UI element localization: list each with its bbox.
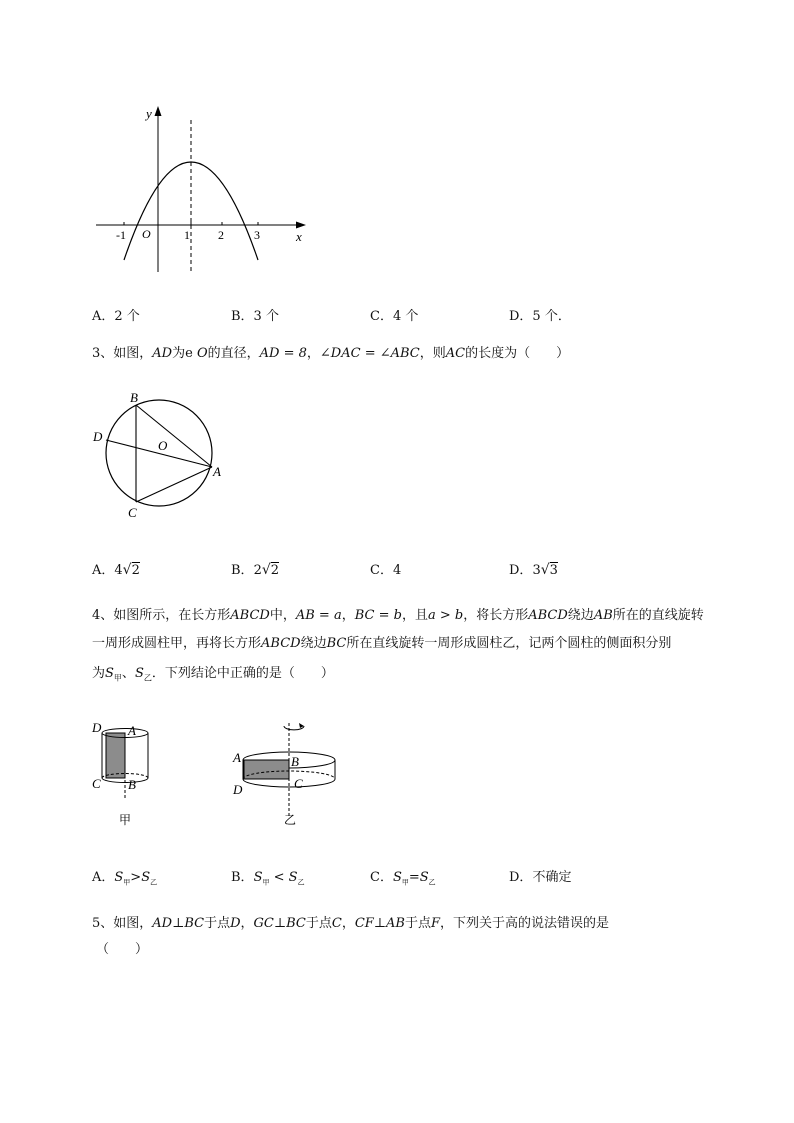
q2-option-a[interactable]: A．2 个	[92, 309, 140, 324]
q4-option-b[interactable]: B．$S_甲 < S_乙$	[231, 870, 305, 887]
q4-line-2: 一周形成圆柱甲，再将长方形ABCD绕边BC所在直线旋转一周形成圆柱乙，记两个圆柱的侧面积分别	[92, 636, 672, 651]
cylinder-yi-figure	[228, 718, 348, 830]
q3-option-b[interactable]: B．2√2	[231, 562, 280, 578]
q4-option-c[interactable]: C．$S_甲=S_乙$	[370, 870, 436, 887]
origin-label: O	[142, 227, 151, 241]
label-c: C	[92, 776, 101, 791]
caption-yi: 乙	[284, 813, 297, 827]
q4-line-1: 4、如图所示，在长方形ABCD中，AB = a，BC = b，且a > b，将长方形ABCD绕边AB所在的直线旋转	[92, 608, 704, 623]
label-a: A	[233, 750, 241, 765]
shaded-rectangle	[244, 760, 289, 779]
q4-option-d[interactable]: D．不确定	[509, 870, 572, 885]
shaded-rectangle	[106, 733, 125, 778]
label-a: A	[213, 464, 221, 479]
caption-jia: 甲	[119, 813, 132, 827]
x-label: x	[296, 229, 302, 244]
label-c: C	[294, 776, 303, 791]
q2-option-d[interactable]: D．5 个．	[509, 309, 571, 324]
label-b: B	[128, 777, 136, 792]
tick-label-3: 3	[254, 228, 260, 242]
q2-option-b[interactable]: B．3 个	[231, 309, 279, 324]
label-o: O	[158, 438, 168, 453]
q2-option-c[interactable]: C．4 个	[370, 309, 419, 324]
cylinder-jia-figure	[88, 718, 158, 830]
q3-option-c[interactable]: C．4	[370, 563, 402, 578]
q3-question: 3、如图，AD为e O的直径，AD = 8，∠DAC = ∠ABC，则AC的长度为（ ）	[92, 346, 570, 361]
q5-question: 5、如图，AD⊥BC于点D，GC⊥BC于点C，CF⊥AB于点F，下列关于高的说法错误的是	[92, 916, 610, 931]
q3-option-a[interactable]: A．4√2	[92, 562, 140, 578]
q5-answer-blank: （ ）	[96, 942, 149, 957]
label-c: C	[128, 505, 137, 520]
label-b: B	[291, 754, 299, 769]
y-label: y	[146, 106, 152, 121]
q4-option-a[interactable]: A．$S_甲>S_乙$	[92, 870, 158, 887]
label-b: B	[130, 390, 138, 405]
q4-line-3: 为$S_甲$、$S_乙$．下列结论中正确的是（ ）	[92, 666, 334, 683]
label-d: D	[92, 720, 102, 735]
chord-ac	[136, 467, 212, 502]
tick-label-1: 1	[184, 228, 190, 242]
x-axis-arrow	[296, 222, 306, 229]
label-d: D	[233, 782, 243, 797]
label-d: D	[93, 429, 103, 444]
y-axis-arrow	[155, 106, 162, 116]
circle-figure	[88, 385, 233, 525]
q3-option-d[interactable]: D．3√3	[509, 562, 558, 578]
parabola-graph	[90, 100, 320, 280]
label-a: A	[128, 723, 136, 738]
tick-label-2: 2	[218, 228, 224, 242]
tick-label-neg1: -1	[116, 228, 126, 242]
